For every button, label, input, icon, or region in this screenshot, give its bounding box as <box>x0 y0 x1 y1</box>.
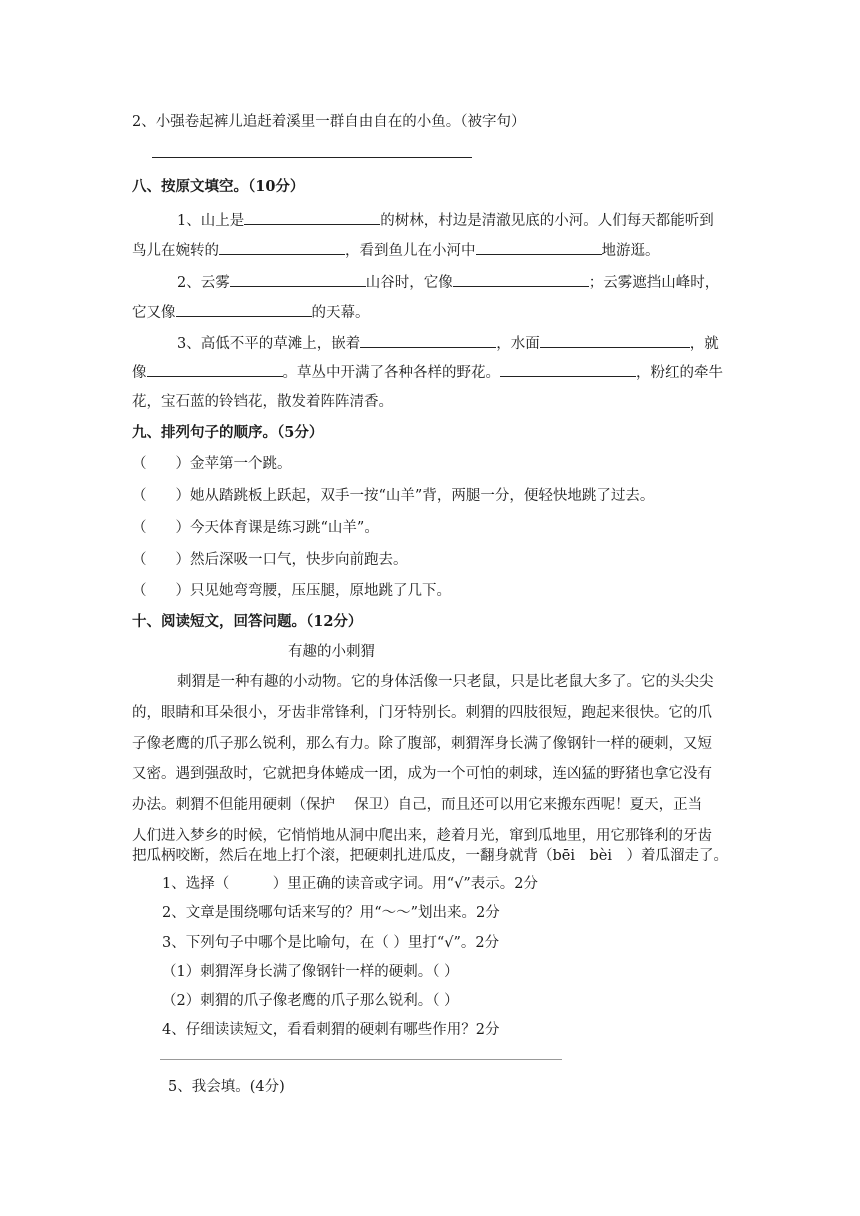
ordering-item[interactable]: （ ）然后深吸一口气，快步向前跑去。 <box>132 552 408 568</box>
text: ，粉红的牵牛 <box>636 365 723 381</box>
passage-line: 的，眼睛和耳朵很小，牙齿非常锋利，门牙特别长。刺猬的四肢很短，跑起来很快。它的爪 <box>132 705 712 721</box>
fill-blank[interactable] <box>500 362 636 377</box>
text: 2、云雾 <box>177 275 230 291</box>
fill-blank[interactable] <box>540 333 690 348</box>
fill-blank[interactable] <box>453 272 589 287</box>
fill-blank[interactable] <box>244 210 380 225</box>
text: 1、山上是 <box>177 213 245 229</box>
reading-subquestion[interactable]: （1）刺猬浑身长满了像钢针一样的硬刺。（ ） <box>162 964 459 980</box>
text: 它又像 <box>132 305 176 321</box>
passage-line: 又密。遇到强敌时，它就把身体蜷成一团，成为一个可怕的刺球，连凶猛的野猪也拿它没有 <box>132 766 712 782</box>
ordering-item[interactable]: （ ）她从踏跳板上跃起，双手一按“山羊”背，两腿一分，便轻快地跳了过去。 <box>132 488 655 504</box>
fill-blank[interactable] <box>360 333 496 348</box>
passage-line: 刺猬是一种有趣的小动物。它的身体活像一只老鼠，只是比老鼠大多了。它的头尖尖 <box>177 674 714 690</box>
reading-question: 3、下列句子中哪个是比喻句，在（ ）里打“√”。2分 <box>162 935 500 951</box>
text: 的天幕。 <box>311 305 370 321</box>
text: 地游逛。 <box>601 243 660 259</box>
text: ，就 <box>689 336 719 352</box>
sec8-line-2 <box>132 240 660 261</box>
fill-blank[interactable] <box>219 240 345 255</box>
sec8-line-5 <box>177 333 719 354</box>
answer-line[interactable] <box>160 1059 562 1060</box>
text: 鸟儿在婉转的 <box>132 243 219 259</box>
text: 的树林，村边是清澈见底的小河。人们每天都能听到 <box>380 213 714 229</box>
passage-line: 人们进入梦乡的时候，它悄悄地从洞中爬出来，趁着月光，窜到瓜地里，用它那锋利的牙齿 <box>132 828 712 844</box>
text: 像 <box>132 365 147 381</box>
text: ，水面 <box>496 336 540 352</box>
text: 3、高低不平的草滩上，嵌着 <box>177 336 361 352</box>
section-9-title: 九、排列句子的顺序。（5分） <box>132 424 324 441</box>
text: 山谷时，它像 <box>365 275 453 291</box>
passage-line: 把瓜柄咬断，然后在地上打个滚，把硬刺扎进瓜皮，一翻身就背（bēi bèi ）着瓜溜走了。 <box>132 848 728 864</box>
section-10-title: 十、阅读短文，回答问题。（12分） <box>132 613 363 630</box>
sec8-line-6 <box>132 362 723 383</box>
text: ；云雾遮挡山峰时， <box>588 275 720 291</box>
answer-line[interactable] <box>152 157 472 158</box>
fill-blank[interactable] <box>230 272 366 287</box>
passage-line: 办法。刺猬不但能用硬刺（保护 保卫）自己，而且还可以用它来搬东西呢！夏天，正当 <box>132 797 703 813</box>
fill-blank[interactable] <box>476 240 602 255</box>
sec8-line-4 <box>132 302 370 323</box>
reading-question: 5、我会填。(4分) <box>168 1079 285 1095</box>
text: 。草丛中开满了各种各样的野花。 <box>282 365 500 381</box>
section-8-title: 八、按原文填空。（10分） <box>132 178 305 195</box>
text: ，看到鱼儿在小河中 <box>345 243 476 259</box>
ordering-item[interactable]: （ ）今天体育课是练习跳“山羊”。 <box>132 520 379 536</box>
sec8-line-7: 花，宝石蓝的铃铛花，散发着阵阵清香。 <box>132 394 393 410</box>
sec8-line-1 <box>177 210 714 231</box>
question-2-passive: 2、小强卷起裤儿追赶着溪里一群自由自在的小鱼。（被字句） <box>132 114 526 130</box>
sec8-line-3 <box>177 272 719 293</box>
passage-title: 有趣的小刺猬 <box>288 644 375 660</box>
fill-blank[interactable] <box>176 302 312 317</box>
reading-question: 2、文章是围绕哪句话来写的？用“～～”划出来。2分 <box>162 905 500 921</box>
reading-question: 4、仔细读读短文，看看刺猬的硬刺有哪些作用？2分 <box>162 1022 500 1038</box>
reading-question: 1、选择（ ）里正确的读音或字词。用“√”表示。2分 <box>162 876 539 892</box>
reading-subquestion[interactable]: （2）刺猬的爪子像老鹰的爪子那么锐利。（ ） <box>162 993 459 1009</box>
ordering-item[interactable]: （ ）只见她弯弯腰，压压腿，原地跳了几下。 <box>132 583 451 599</box>
ordering-item[interactable]: （ ）金苹第一个跳。 <box>132 456 292 472</box>
fill-blank[interactable] <box>147 362 283 377</box>
passage-line: 子像老鹰的爪子那么锐利，那么有力。除了腹部，刺猬浑身长满了像钢针一样的硬刺，又短 <box>132 736 712 752</box>
